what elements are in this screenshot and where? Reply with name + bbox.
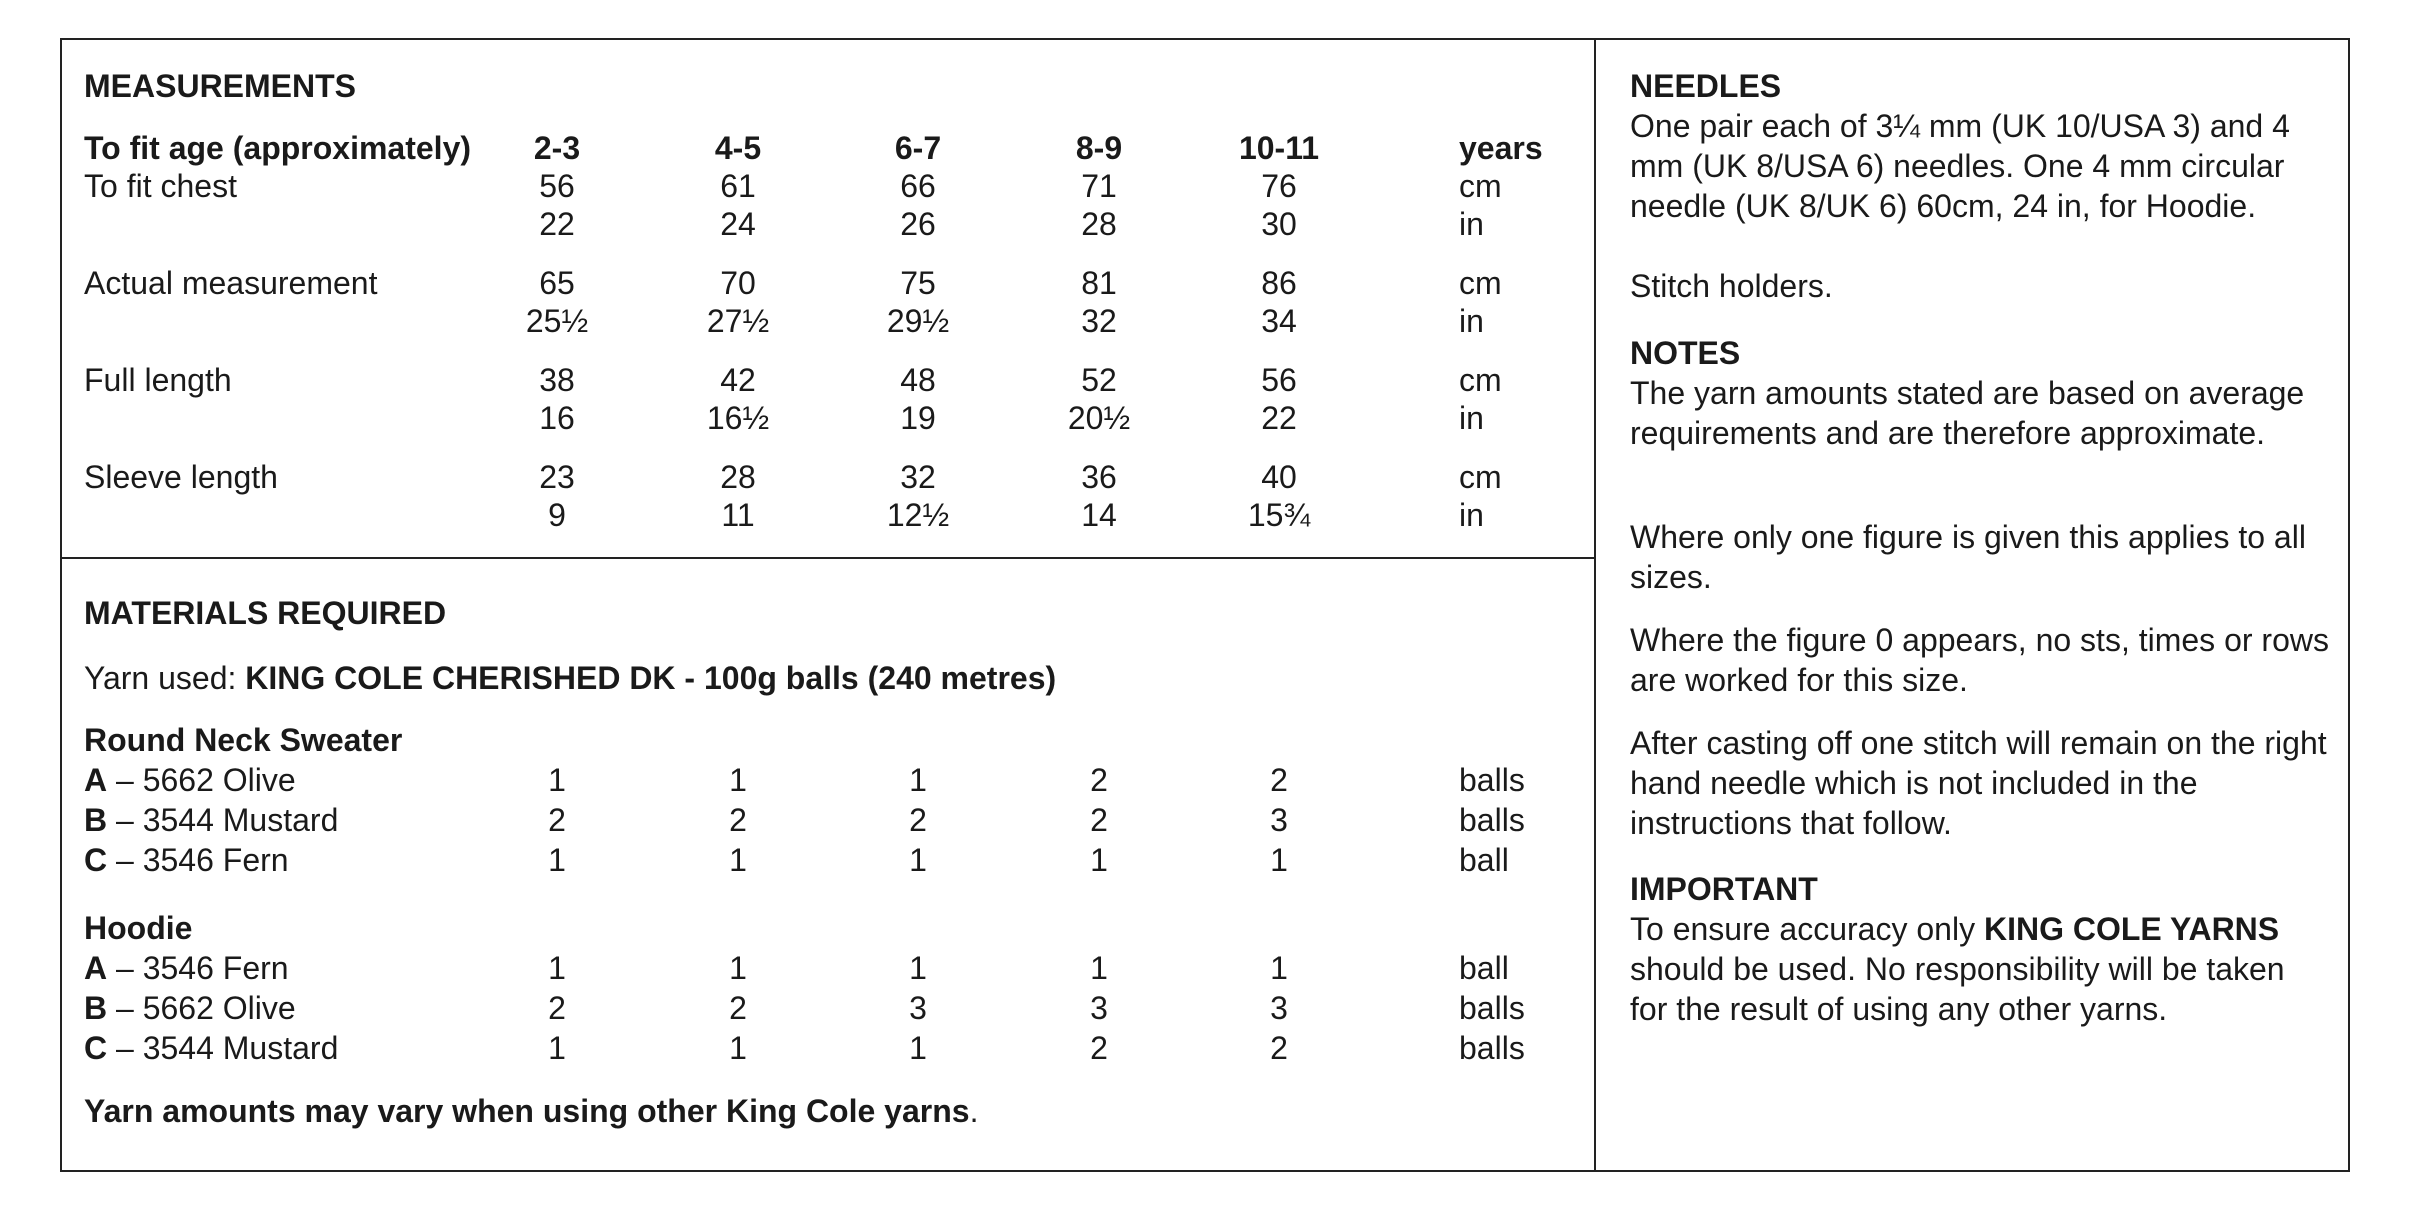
yarn-letter: A (84, 950, 108, 986)
yarn-ball-count: 1 (548, 950, 566, 986)
measurement-in-value: 16 (539, 400, 575, 436)
yarn-used-line (84, 658, 1056, 698)
yarn-unit: balls (1459, 802, 1525, 838)
yarn-ball-count: 2 (1270, 1030, 1288, 1066)
measurement-cm-unit: cm (1459, 362, 1502, 398)
measurement-in-value: 11 (721, 497, 755, 533)
measurement-cm-value: 86 (1261, 265, 1297, 301)
yarn-ball-count: 2 (548, 990, 566, 1026)
stitch-holders-text: Stitch holders. (1630, 268, 1833, 304)
measurement-in-value: 16½ (706, 400, 770, 436)
yarn-ball-count: 3 (1090, 990, 1108, 1026)
measurement-cm-value: 40 (1261, 459, 1297, 495)
yarn-ball-count: 2 (1090, 762, 1108, 798)
yarn-ball-count: 2 (729, 990, 747, 1026)
yarn-unit: ball (1459, 842, 1509, 878)
yarn-unit: balls (1459, 990, 1525, 1026)
yarn-color-name: – 5662 Olive (107, 990, 296, 1026)
yarn-unit: balls (1459, 1030, 1525, 1066)
size-header: 6-7 (894, 130, 942, 166)
measurement-in-value: 24 (720, 206, 756, 242)
measurement-in-value: 25½ (525, 303, 589, 339)
measurement-in-value: 28 (1081, 206, 1117, 242)
measurement-cm-value: 71 (1081, 168, 1117, 204)
yarn-ball-count: 1 (909, 1030, 927, 1066)
needles-title: NEEDLES (1630, 68, 1782, 104)
yarn-ball-count: 1 (1270, 950, 1288, 986)
measurement-in-value: 26 (900, 206, 936, 242)
yarn-letter: B (84, 990, 108, 1026)
measurement-cm-value: 48 (900, 362, 936, 398)
yarn-ball-count: 2 (909, 802, 927, 838)
measurement-in-value: 29½ (886, 303, 950, 339)
size-header: 2-3 (533, 130, 581, 166)
yarn-color-name: – 3546 Fern (107, 950, 289, 986)
yarn-row-label (84, 800, 338, 840)
measurement-in-value: 9 (548, 497, 566, 533)
measurement-label: Full length (84, 362, 232, 398)
yarn-ball-count: 1 (729, 1030, 747, 1066)
yarn-row-label (84, 840, 289, 880)
age-header-label: To fit age (approximately) (84, 130, 472, 166)
yarn-row-label (84, 1028, 338, 1068)
yarn-used-prefix: Yarn used: (84, 660, 246, 696)
important-text-start: To ensure accuracy only (1630, 911, 1984, 947)
measurement-label: To fit chest (84, 168, 237, 204)
yarn-ball-count: 2 (548, 802, 566, 838)
measurement-cm-value: 61 (720, 168, 756, 204)
yarn-ball-count: 1 (729, 950, 747, 986)
yarn-letter: C (84, 1030, 108, 1066)
yarn-group-title: Hoodie (84, 910, 193, 946)
yarn-ball-count: 1 (1090, 950, 1108, 986)
yarn-ball-count: 1 (909, 842, 927, 878)
measurement-cm-unit: cm (1459, 459, 1502, 495)
measurement-cm-value: 70 (720, 265, 756, 301)
yarn-letter: B (84, 802, 108, 838)
yarn-ball-count: 2 (729, 802, 747, 838)
measurement-in-value: 32 (1081, 303, 1117, 339)
notes-paragraph-4: After casting off one stitch will remain on the right hand needle which is not included in the instructions that follow. (1630, 725, 2327, 841)
measurement-cm-value: 38 (539, 362, 575, 398)
measurement-cm-unit: cm (1459, 168, 1502, 204)
yarn-color-name: – 3546 Fern (107, 842, 289, 878)
yarn-letter: C (84, 842, 108, 878)
measurement-in-unit: in (1459, 400, 1484, 436)
yarn-row-label (84, 760, 296, 800)
measurement-in-value: 12½ (886, 497, 950, 533)
age-unit-header: years (1459, 130, 1543, 166)
notes-paragraph-3: Where the figure 0 appears, no sts, times or rows are worked for this size. (1630, 622, 2329, 698)
yarn-row-label (84, 948, 289, 988)
measurement-in-value: 30 (1261, 206, 1297, 242)
yarn-ball-count: 2 (1090, 802, 1108, 838)
yarn-row-label (84, 988, 296, 1028)
measurement-cm-value: 28 (720, 459, 756, 495)
measurement-cm-value: 56 (539, 168, 575, 204)
yarn-letter: A (84, 762, 108, 798)
yarn-ball-count: 2 (1270, 762, 1288, 798)
yarn-unit: balls (1459, 762, 1525, 798)
yarn-ball-count: 1 (909, 762, 927, 798)
measurement-in-unit: in (1459, 497, 1484, 533)
measurements-title: MEASUREMENTS (84, 68, 357, 104)
size-header: 10-11 (1238, 130, 1320, 166)
yarn-unit: ball (1459, 950, 1509, 986)
yarn-ball-count: 1 (909, 950, 927, 986)
yarn-ball-count: 1 (1090, 842, 1108, 878)
measurement-cm-value: 56 (1261, 362, 1297, 398)
yarn-ball-count: 1 (1270, 842, 1288, 878)
measurement-cm-value: 65 (539, 265, 575, 301)
measurement-in-unit: in (1459, 303, 1484, 339)
measurement-cm-unit: cm (1459, 265, 1502, 301)
measurement-cm-value: 23 (539, 459, 575, 495)
yarn-ball-count: 1 (548, 762, 566, 798)
measurement-cm-value: 42 (720, 362, 756, 398)
yarn-ball-count: 1 (548, 1030, 566, 1066)
measurement-label: Sleeve length (84, 459, 278, 495)
important-text-bold: KING COLE YARNS (1983, 911, 2280, 947)
yarn-group-title: Round Neck Sweater (84, 722, 403, 758)
materials-title: MATERIALS REQUIRED (84, 595, 447, 631)
yarn-ball-count: 1 (729, 842, 747, 878)
measurement-in-value: 19 (900, 400, 936, 436)
yarn-ball-count: 3 (1270, 802, 1288, 838)
yarn-ball-count: 1 (729, 762, 747, 798)
column-divider (1594, 38, 1596, 1172)
measurement-label: Actual measurement (84, 265, 378, 301)
yarn-ball-count: 3 (1270, 990, 1288, 1026)
needles-text: One pair each of 3¼ mm (UK 10/USA 3) and 4 mm (UK 8/USA 6) needles. One 4 mm circular needle (UK 8/UK 6) 60cm, 24 in, for Hoodie. (1630, 108, 2290, 224)
important-title: IMPORTANT (1630, 871, 1818, 907)
section-divider (60, 557, 1596, 559)
measurement-cm-value: 36 (1081, 459, 1117, 495)
yarn-ball-count: 2 (1090, 1030, 1108, 1066)
yarn-color-name: – 3544 Mustard (107, 802, 339, 838)
important-text-end: should be used. No responsibility will be taken for the result of using any other yarns. (1630, 951, 2285, 1027)
measurement-in-value: 20½ (1067, 400, 1131, 436)
notes-paragraph-2: Where only one figure is given this applies to all sizes. (1630, 519, 2306, 595)
important-text (1630, 909, 2330, 1029)
notes-paragraph-1: The yarn amounts stated are based on average requirements and are therefore approximate. (1630, 375, 2305, 451)
notes-title: NOTES (1630, 335, 1741, 371)
yarn-footer-bold: Yarn amounts may vary when using other King Cole yarns (84, 1093, 970, 1129)
measurement-cm-value: 75 (900, 265, 936, 301)
yarn-name: KING COLE CHERISHED DK - 100g balls (240 metres) (245, 660, 1057, 696)
size-header: 8-9 (1075, 130, 1123, 166)
measurement-cm-value: 76 (1261, 168, 1297, 204)
measurement-in-value: 34 (1261, 303, 1297, 339)
yarn-ball-count: 3 (909, 990, 927, 1026)
measurement-in-value: 27½ (706, 303, 770, 339)
yarn-color-name: – 5662 Olive (107, 762, 296, 798)
measurement-cm-value: 32 (900, 459, 936, 495)
measurement-in-value: 22 (1261, 400, 1297, 436)
measurement-in-value: 14 (1081, 497, 1117, 533)
yarn-footer-note (84, 1091, 978, 1131)
size-header: 4-5 (714, 130, 762, 166)
measurement-cm-value: 66 (900, 168, 936, 204)
measurement-cm-value: 81 (1081, 265, 1117, 301)
measurement-in-value: 22 (539, 206, 575, 242)
measurement-cm-value: 52 (1081, 362, 1117, 398)
yarn-color-name: – 3544 Mustard (107, 1030, 339, 1066)
yarn-footer-tail: . (969, 1093, 979, 1129)
measurement-in-value: 15¾ (1247, 497, 1311, 533)
yarn-ball-count: 1 (548, 842, 566, 878)
measurement-in-unit: in (1459, 206, 1484, 242)
